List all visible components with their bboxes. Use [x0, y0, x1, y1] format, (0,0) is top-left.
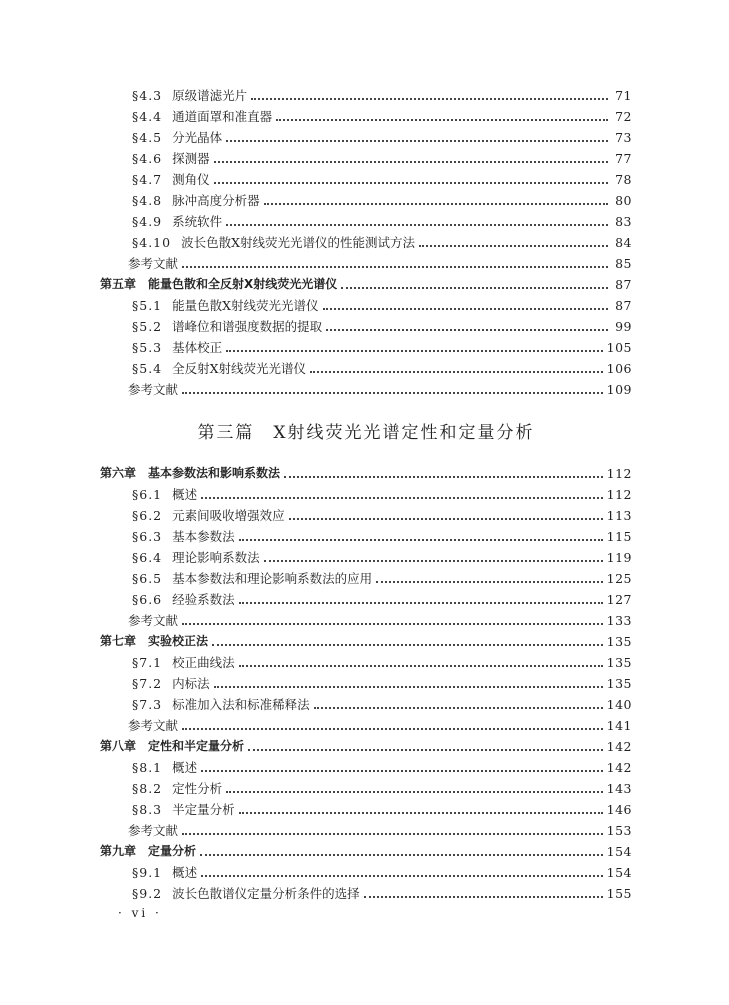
section-number: §5.2 [132, 319, 163, 334]
dot-leader [239, 602, 603, 604]
dot-leader [239, 539, 603, 541]
toc-entry-ref [100, 715, 632, 736]
toc-entry-ref [100, 610, 632, 631]
section-number: §8.1 [132, 760, 163, 775]
section-number: §7.2 [132, 676, 163, 691]
page-number: 105 [606, 340, 632, 355]
dot-leader [284, 476, 603, 478]
entry-title: 系统软件 [172, 214, 223, 229]
entry-title: 通道面罩和准直器 [172, 109, 273, 124]
section-number: §4.9 [132, 214, 163, 229]
dot-leader [310, 371, 603, 373]
page-folio: · vi · [118, 906, 162, 920]
dot-leader [341, 287, 608, 289]
dot-leader [226, 140, 608, 142]
dot-leader [376, 581, 602, 583]
toc-entry-section [100, 316, 632, 337]
toc-entry-section [100, 295, 632, 316]
page-number: 140 [606, 697, 632, 712]
entry-title: 定性分析 [172, 781, 223, 796]
toc-entry-section [100, 694, 632, 715]
toc-block-upper [100, 85, 632, 400]
dot-leader [212, 644, 603, 646]
dot-leader [201, 497, 602, 499]
page-number: 146 [606, 802, 632, 817]
entry-title: 校正曲线法 [172, 655, 235, 670]
page-number: 154 [606, 865, 632, 880]
dot-leader [214, 686, 603, 688]
toc-entry-section [100, 862, 632, 883]
entry-title: 理论影响系数法 [172, 550, 260, 565]
page-number: 87 [615, 277, 632, 292]
toc-block-lower [100, 463, 632, 904]
section-number: §6.2 [132, 508, 163, 523]
page-number: 141 [606, 718, 632, 733]
toc-entry-section [100, 211, 632, 232]
part-title: 第三篇 X射线荧光光谱定性和定量分析 [197, 423, 535, 443]
toc-entry-chapter [100, 463, 632, 484]
page-number: 135 [606, 676, 632, 691]
page-number: 84 [615, 235, 632, 250]
dot-leader [182, 623, 603, 625]
dot-leader [289, 518, 603, 520]
section-number: §5.3 [132, 340, 163, 355]
section-number: §6.5 [132, 571, 163, 586]
entry-title: 第七章 实验校正法 [100, 634, 209, 648]
dot-leader [364, 896, 603, 898]
dot-leader [226, 350, 602, 352]
page-number: 115 [606, 529, 632, 544]
entry-title: 第九章 定量分析 [100, 844, 197, 858]
entry-title: 概述 [172, 760, 198, 775]
toc-entry-section [100, 169, 632, 190]
page-number: 87 [615, 298, 632, 313]
dot-leader [182, 392, 603, 394]
toc-entry-ref [100, 253, 632, 274]
section-number: §4.3 [132, 88, 163, 103]
page-number: 72 [615, 109, 632, 124]
dot-leader [182, 266, 608, 268]
toc-entry-section [100, 757, 632, 778]
dot-leader [239, 665, 603, 667]
section-number: §4.8 [132, 193, 163, 208]
toc-entry-section [100, 358, 632, 379]
page-number: 85 [615, 256, 632, 271]
section-number: §7.3 [132, 697, 163, 712]
page-number: 71 [615, 88, 632, 103]
dot-leader [264, 560, 603, 562]
toc-entry-section [100, 589, 632, 610]
section-number: §6.1 [132, 487, 163, 502]
table-of-contents [100, 85, 632, 904]
entry-title: 参考文献 [128, 613, 179, 628]
entry-title: 参考文献 [128, 823, 179, 838]
entry-title: 内标法 [172, 676, 210, 691]
entry-title: 半定量分析 [172, 802, 235, 817]
page-number: 99 [615, 319, 632, 334]
entry-title: 概述 [172, 865, 198, 880]
dot-leader [323, 308, 608, 310]
entry-title: 标准加入法和标准稀释法 [172, 697, 310, 712]
dot-leader [251, 98, 608, 100]
toc-entry-section [100, 883, 632, 904]
entry-title: 参考文献 [128, 256, 179, 271]
toc-entry-section [100, 526, 632, 547]
dot-leader [276, 119, 608, 121]
toc-entry-section [100, 799, 632, 820]
page-number: 125 [606, 571, 632, 586]
page-number: 106 [606, 361, 632, 376]
page-number: 142 [606, 739, 632, 754]
dot-leader [226, 791, 602, 793]
toc-entry-chapter [100, 736, 632, 757]
page-number: 135 [606, 634, 632, 649]
section-number: §9.2 [132, 886, 163, 901]
page-number: 83 [615, 214, 632, 229]
dot-leader [201, 875, 602, 877]
entry-title: 分光晶体 [172, 130, 223, 145]
dot-leader [314, 707, 603, 709]
dot-leader [201, 770, 602, 772]
entry-title: 参考文献 [128, 718, 179, 733]
section-number: §9.1 [132, 865, 163, 880]
page-number: 80 [615, 193, 632, 208]
page-number: 155 [606, 886, 632, 901]
section-number: §4.6 [132, 151, 163, 166]
entry-title: 参考文献 [128, 382, 179, 397]
toc-entry-section [100, 190, 632, 211]
entry-title: 基体校正 [172, 340, 223, 355]
section-number: §6.6 [132, 592, 163, 607]
entry-title: 第八章 定性和半定量分析 [100, 739, 245, 753]
dot-leader [214, 182, 608, 184]
section-number: §4.10 [132, 235, 172, 250]
page-number: 113 [606, 508, 632, 523]
toc-entry-section [100, 778, 632, 799]
entry-title: 波长色散X射线荧光光谱仪的性能测试方法 [181, 235, 415, 250]
section-number: §8.2 [132, 781, 163, 796]
entry-title: 测角仪 [172, 172, 210, 187]
entry-title: 谱峰位和谱强度数据的提取 [172, 319, 323, 334]
toc-entry-ref [100, 820, 632, 841]
section-number: §6.4 [132, 550, 163, 565]
entry-title: 经验系数法 [172, 592, 235, 607]
toc-entry-section [100, 148, 632, 169]
entry-title: 基本参数法和理论影响系数法的应用 [172, 571, 373, 586]
section-number: §8.3 [132, 802, 163, 817]
page-number: 78 [615, 172, 632, 187]
dot-leader [182, 833, 603, 835]
entry-title: 能量色散X射线荧光光谱仪 [172, 298, 319, 313]
toc-entry-section [100, 547, 632, 568]
toc-entry-section [100, 673, 632, 694]
page-number: 73 [615, 130, 632, 145]
entry-title: 全反射X射线荧光光谱仪 [172, 361, 307, 376]
dot-leader [248, 749, 603, 751]
section-number: §7.1 [132, 655, 163, 670]
toc-entry-section [100, 127, 632, 148]
page-number: 112 [606, 487, 632, 502]
toc-entry-ref [100, 379, 632, 400]
toc-entry-section [100, 85, 632, 106]
section-number: §4.4 [132, 109, 163, 124]
entry-title: 脉冲高度分析器 [172, 193, 260, 208]
section-number: §5.1 [132, 298, 163, 313]
page-number: 127 [606, 592, 632, 607]
entry-title: 第六章 基本参数法和影响系数法 [100, 466, 281, 480]
page-number: 77 [615, 151, 632, 166]
toc-entry-section [100, 106, 632, 127]
dot-leader [239, 812, 603, 814]
page-number: 153 [606, 823, 632, 838]
toc-entry-chapter [100, 841, 632, 862]
dot-leader [326, 329, 608, 331]
toc-entry-chapter [100, 631, 632, 652]
dot-leader [419, 245, 608, 247]
toc-entry-section [100, 484, 632, 505]
page-number: 112 [606, 466, 632, 481]
entry-title: 原级谱滤光片 [172, 88, 248, 103]
section-number: §4.7 [132, 172, 163, 187]
toc-entry-section [100, 505, 632, 526]
page-number: 154 [606, 844, 632, 859]
page-number: 143 [606, 781, 632, 796]
section-number: §4.5 [132, 130, 163, 145]
entry-title: 基本参数法 [172, 529, 235, 544]
dot-leader [226, 224, 608, 226]
dot-leader [214, 161, 608, 163]
toc-entry-section [100, 652, 632, 673]
page-number: 133 [606, 613, 632, 628]
page-number: 119 [606, 550, 632, 565]
entry-title: 元素间吸收增强效应 [172, 508, 285, 523]
section-number: §6.3 [132, 529, 163, 544]
toc-entry-section [100, 568, 632, 589]
entry-title: 波长色散谱仪定量分析条件的选择 [172, 886, 360, 901]
toc-entry-section [100, 337, 632, 358]
page-number: 135 [606, 655, 632, 670]
dot-leader [182, 728, 603, 730]
entry-title: 概述 [172, 487, 198, 502]
page-number: 109 [606, 382, 632, 397]
entry-title: 第五章 能量色散和全反射X射线荧光光谱仪 [100, 277, 338, 291]
toc-entry-chapter [100, 274, 632, 295]
section-number: §5.4 [132, 361, 163, 376]
toc-entry-section [100, 232, 632, 253]
dot-leader [264, 203, 608, 205]
page-number: 142 [606, 760, 632, 775]
entry-title: 探测器 [172, 151, 210, 166]
dot-leader [200, 854, 603, 856]
